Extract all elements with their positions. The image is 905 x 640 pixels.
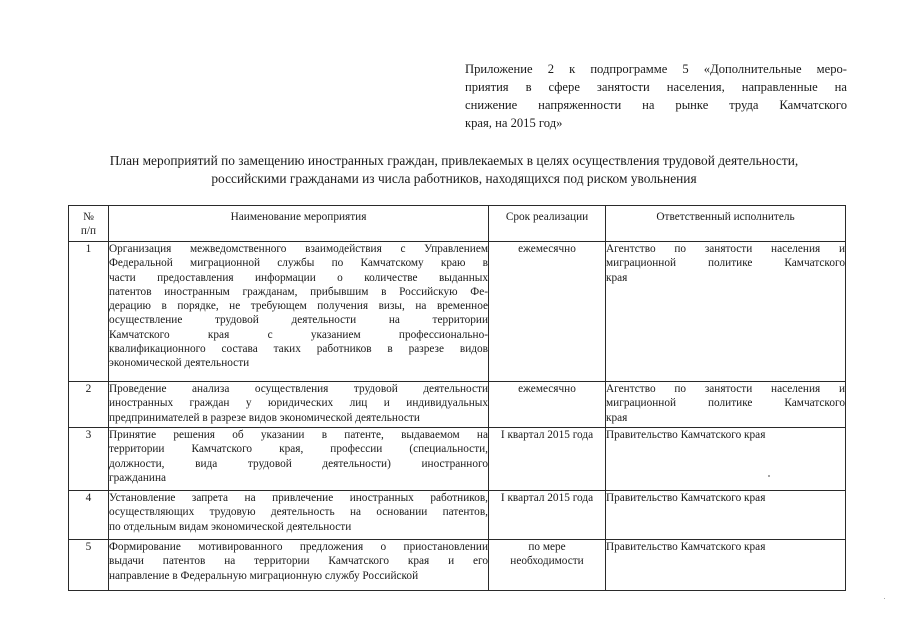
appendix-line: Приложение 2 к подпрограмме 5 «Дополнительные меро- <box>465 62 847 76</box>
measure-name <box>109 540 489 591</box>
measure-line: патентов иностранным гражданам, прибывшим в Российскую Фе- <box>109 285 488 298</box>
table-row <box>69 428 846 491</box>
period-line: необходимости <box>510 555 584 568</box>
executor-line: Правительство Камчатского края <box>606 541 766 553</box>
measure-line: части предоставления информации о количестве выданных <box>109 271 488 284</box>
measure-line: Камчатского края с указанием профессионально- <box>109 328 488 341</box>
measures-table <box>68 205 846 591</box>
period-line: I квартал 2015 года <box>500 429 594 441</box>
period-line: ежемесячно <box>518 383 576 395</box>
measure-line: осуществляющих трудовую деятельность на основании патентов, <box>109 506 488 519</box>
plan-title-line-1: План мероприятий по замещению иностранных граждан, привлекаемых в целях осуществления трудовой деятельности, <box>109 153 799 168</box>
period-line: ежемесячно <box>518 243 576 255</box>
measure-line: квалификационного состава таких работников в разрезе видов <box>109 343 488 356</box>
measure-line: должности, вида трудовой деятельности) иностранного <box>109 457 488 470</box>
plan-title-line-2: российскими гражданами из числа работников, находящихся под риском увольнения <box>211 171 697 186</box>
measure-line: осуществление трудовой деятельности на территории <box>109 314 488 327</box>
measure-name <box>109 428 489 491</box>
header-num-line2: п/п <box>80 225 97 238</box>
executor-cell <box>606 540 846 591</box>
appendix-line: приятия в сфере занятости населения, направленные на <box>465 80 847 94</box>
measure-line: Формирование мотивированного предложения о приостановлении <box>109 541 488 553</box>
executor-cell <box>606 382 846 428</box>
row-number: 5 <box>69 540 109 591</box>
executor-cell <box>606 491 846 540</box>
header-num-line1: № <box>83 211 94 223</box>
measure-line: территории Камчатского края, профессии (специальности, <box>109 443 488 456</box>
measure-name <box>109 242 489 382</box>
appendix-note <box>465 60 847 132</box>
measure-line: гражданина <box>109 471 167 484</box>
period-line: по мере <box>528 541 566 553</box>
measure-line: Проведение анализа осуществления трудовой деятельности <box>109 383 488 395</box>
executor-cell <box>606 428 846 491</box>
header-name: Наименование мероприятия <box>109 206 489 242</box>
measure-line: экономической деятельности <box>109 357 250 370</box>
measure-line: Организация межведомственного взаимодействия с Управлением <box>109 243 488 255</box>
period-cell <box>489 242 606 382</box>
scan-speck <box>884 598 885 599</box>
executor-cell <box>606 242 846 382</box>
table-header-row <box>69 206 846 242</box>
executor-line: Агентство по занятости населения и <box>606 243 845 255</box>
executor-line: края <box>606 271 628 284</box>
row-number: 1 <box>69 242 109 382</box>
executor-line: Правительство Камчатского края <box>606 429 766 441</box>
measure-line: Принятие решения об указании в патенте, выдаваемом на <box>109 429 488 441</box>
measure-line: Федеральной миграционной службы по Камчатскому краю в <box>109 257 488 270</box>
table-row <box>69 540 846 591</box>
table-row <box>69 242 846 382</box>
scan-speck <box>768 475 770 477</box>
header-num <box>69 206 109 242</box>
appendix-line: снижение напряженности на рынке труда Камчатского <box>465 98 847 112</box>
header-executor: Ответственный исполнитель <box>606 206 846 242</box>
measure-line: иностранных граждан у юридических лиц и индивидуальных <box>109 397 488 410</box>
row-number: 3 <box>69 428 109 491</box>
period-line: I квартал 2015 года <box>500 492 594 504</box>
executor-line: миграционной политике Камчатского <box>606 257 845 270</box>
row-number: 2 <box>69 382 109 428</box>
row-number: 4 <box>69 491 109 540</box>
period-cell <box>489 428 606 491</box>
appendix-line: края, на 2015 год» <box>465 116 563 130</box>
executor-line: края <box>606 411 628 424</box>
table-row <box>69 491 846 540</box>
measure-line: Установление запрета на привлечение иностранных работников, <box>109 492 488 504</box>
measure-line: дерацию в порядке, не требующем получения визы, на временное <box>109 300 488 313</box>
measure-line: направление в Федеральную миграционную службу Российской <box>109 569 419 582</box>
measure-name <box>109 491 489 540</box>
period-cell <box>489 382 606 428</box>
executor-line: Правительство Камчатского края <box>606 492 766 504</box>
measure-line: предпринимателей в разрезе видов экономической деятельности <box>109 411 420 424</box>
measure-line: по отдельным видам экономической деятельности <box>109 520 352 533</box>
header-period: Срок реализации <box>489 206 606 242</box>
period-cell <box>489 491 606 540</box>
period-cell <box>489 540 606 591</box>
measure-name <box>109 382 489 428</box>
executor-line: миграционной политике Камчатского <box>606 397 845 410</box>
table-row <box>69 382 846 428</box>
executor-line: Агентство по занятости населения и <box>606 383 845 395</box>
plan-title <box>40 152 868 188</box>
measure-line: выдачи патентов на территории Камчатского края и его <box>109 555 488 568</box>
